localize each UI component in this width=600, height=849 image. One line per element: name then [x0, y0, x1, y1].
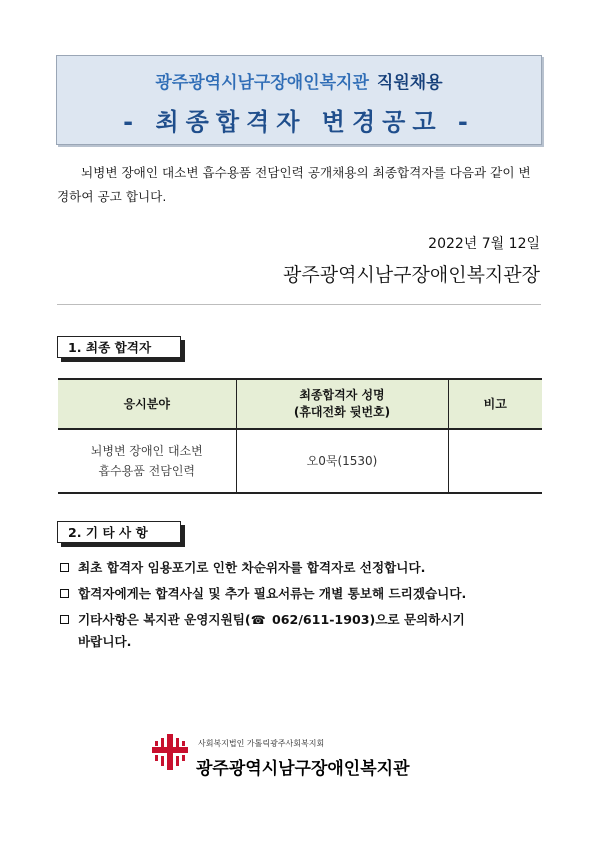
- phone-icon: ☎: [250, 613, 266, 627]
- note-text: 기타사항은 복지관 운영지원팀(: [78, 612, 251, 627]
- section-title-final-passer: 1. 최종 합격자: [57, 336, 181, 358]
- header-banner: [56, 55, 542, 145]
- table-header-row: [58, 379, 542, 429]
- cell-name: 오0묵(1530): [236, 429, 448, 493]
- cell-field-line2: 흡수용품 전담인력: [98, 464, 196, 478]
- divider: [57, 304, 541, 305]
- footer-org-name: 광주광역시남구장애인복지관: [196, 759, 410, 779]
- list-item: [58, 557, 546, 579]
- header-field: 응시분야: [58, 379, 236, 429]
- list-item: [58, 609, 546, 653]
- square-bullet-icon: [60, 589, 69, 598]
- header-recruit: 직원채용: [376, 73, 443, 93]
- header-name-line2: (휴대전화 뒷번호): [293, 405, 391, 419]
- header-note: 비고: [448, 379, 542, 429]
- cell-field-line1: 뇌병변 장애인 대소변: [90, 444, 203, 458]
- header-name: [236, 379, 448, 429]
- notes-list: [58, 557, 546, 657]
- square-bullet-icon: [60, 615, 69, 624]
- cell-field: [58, 429, 236, 493]
- header-name-line1: 최종합격자 성명: [299, 388, 385, 402]
- note-text: 최초 합격자 임용포기로 인한 차순위자를 합격자로 선정합니다.: [78, 560, 426, 575]
- note-text-continued: 바랍니다.: [78, 634, 132, 649]
- note-text: 합격자에게는 합격사실 및 추가 필요서류는 개별 통보해 드리겠습니다.: [78, 586, 467, 601]
- header-subtitle: [57, 68, 541, 93]
- table-row: [58, 429, 542, 493]
- section-title-other: 2. 기 타 사 항: [57, 521, 181, 543]
- header-org: 광주광역시남구장애인복지관: [155, 73, 369, 93]
- cross-logo-icon: [150, 732, 190, 772]
- footer-foundation: 사회복지법인 가톨릭광주사회복지회: [198, 739, 325, 748]
- square-bullet-icon: [60, 563, 69, 572]
- signer-title: 광주광역시남구장애인복지관장: [283, 264, 540, 286]
- footer: [150, 728, 470, 784]
- final-passer-table: [58, 378, 542, 494]
- phone-number: 062/611-1903)으로 문의하시기: [267, 612, 465, 627]
- intro-paragraph: 뇌병변 장애인 대소변 흡수용품 전담인력 공개채용의 최종합격자를 다음과 같이 변경하여 공고 합니다.: [57, 165, 531, 204]
- list-item: [58, 583, 546, 605]
- cell-note: [448, 429, 542, 493]
- page-title: - 최종합격자 변경공고 -: [123, 108, 475, 136]
- announcement-date: 2022년 7월 12일: [428, 236, 540, 252]
